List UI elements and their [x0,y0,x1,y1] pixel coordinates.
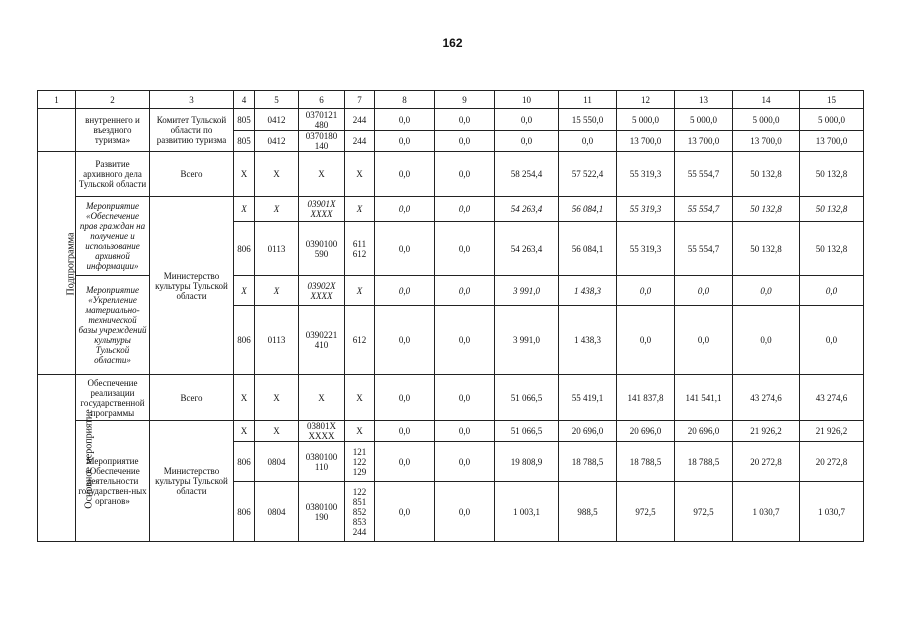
value-cell: 0,0 [375,442,435,482]
code-cell: 806 [234,222,255,276]
responsible-org: Министерство культуры Тульской области [150,421,234,542]
value-cell: 19 808,9 [495,442,559,482]
value-cell: 972,5 [675,482,733,542]
code-cell: X [234,276,255,306]
value-cell: 20 272,8 [733,442,800,482]
code-cell: 805 [234,109,255,131]
value-cell: 43 274,6 [800,375,864,421]
code-cell: X [234,152,255,197]
value-cell: 20 272,8 [800,442,864,482]
value-cell: 56 084,1 [559,222,617,276]
value-cell: 0,0 [375,306,435,375]
code-cell: X [255,276,299,306]
value-cell: 0,0 [435,109,495,131]
value-cell: 0,0 [435,442,495,482]
header-cell: 6 [299,91,345,109]
value-cell: 55 319,3 [617,152,675,197]
responsible-org: Министерство культуры Тульской области [150,197,234,375]
value-cell: 50 132,8 [733,197,800,222]
value-cell: 56 084,1 [559,197,617,222]
value-cell: 0,0 [375,109,435,131]
measure-name: Мероприятие «Обеспечение прав граждан на получение и использование архивной информации» [76,197,150,276]
responsible-org: Всего [150,152,234,197]
value-cell: 50 132,8 [733,222,800,276]
value-cell: 0,0 [675,276,733,306]
value-cell: 58 254,4 [495,152,559,197]
responsible-org: Всего [150,375,234,421]
value-cell: 21 926,2 [800,421,864,442]
header-cell: 10 [495,91,559,109]
code-cell: 121 122 129 [345,442,375,482]
value-cell: 972,5 [617,482,675,542]
code-cell: X [234,375,255,421]
measure-name: Мероприятие «Обеспечение деятельности государствен-ных органов» [76,421,150,542]
header-row [38,91,864,109]
code-cell: X [255,421,299,442]
code-cell: X [234,197,255,222]
code-cell: 244 [345,109,375,131]
budget-table [37,90,864,542]
value-cell: 141 837,8 [617,375,675,421]
code-cell: 0390100 590 [299,222,345,276]
header-cell: 15 [800,91,864,109]
code-cell: X [255,375,299,421]
code-cell: 0412 [255,109,299,131]
code-cell: 0804 [255,482,299,542]
header-cell: 8 [375,91,435,109]
value-cell: 0,0 [435,375,495,421]
value-cell: 13 700,0 [733,131,800,152]
value-cell: 18 788,5 [559,442,617,482]
value-cell: 13 700,0 [617,131,675,152]
value-cell: 15 550,0 [559,109,617,131]
value-cell: 0,0 [375,375,435,421]
value-cell: 55 319,3 [617,222,675,276]
value-cell: 13 700,0 [675,131,733,152]
value-cell: 3 991,0 [495,276,559,306]
code-cell: X [345,375,375,421]
table-row [38,375,864,421]
header-cell: 3 [150,91,234,109]
value-cell: 0,0 [375,197,435,222]
value-cell: 5 000,0 [800,109,864,131]
value-cell: 0,0 [375,222,435,276]
value-cell: 55 554,7 [675,152,733,197]
measure-name: внутреннего и въездного туризма» [76,109,150,152]
value-cell: 51 066,5 [495,375,559,421]
value-cell: 50 132,8 [733,152,800,197]
code-cell: 806 [234,442,255,482]
code-cell: 0412 [255,131,299,152]
code-cell: X [299,375,345,421]
value-cell: 0,0 [375,421,435,442]
value-cell: 0,0 [800,306,864,375]
code-cell: X [345,152,375,197]
code-cell: X [345,197,375,222]
value-cell: 0,0 [375,276,435,306]
header-cell: 4 [234,91,255,109]
value-cell: 0,0 [675,306,733,375]
table-row [38,197,864,222]
value-cell: 50 132,8 [800,197,864,222]
code-cell: 0113 [255,222,299,276]
code-cell: 0380100 110 [299,442,345,482]
value-cell: 18 788,5 [617,442,675,482]
code-cell: X [345,421,375,442]
value-cell: 0,0 [375,152,435,197]
code-cell: 805 [234,131,255,152]
code-cell: X [345,276,375,306]
header-cell: 11 [559,91,617,109]
value-cell: 0,0 [435,131,495,152]
value-cell: 0,0 [435,421,495,442]
code-cell: 0804 [255,442,299,482]
code-cell: X [255,152,299,197]
code-cell: 0390221 410 [299,306,345,375]
value-cell: 1 030,7 [800,482,864,542]
value-cell: 0,0 [495,109,559,131]
value-cell: 21 926,2 [733,421,800,442]
code-cell: 806 [234,306,255,375]
value-cell: 57 522,4 [559,152,617,197]
value-cell: 0,0 [435,197,495,222]
header-cell: 1 [38,91,76,109]
header-cell: 5 [255,91,299,109]
value-cell: 50 132,8 [800,222,864,276]
value-cell: 50 132,8 [800,152,864,197]
code-cell: 03801X XXXX [299,421,345,442]
value-cell: 0,0 [559,131,617,152]
header-cell: 9 [435,91,495,109]
value-cell: 5 000,0 [675,109,733,131]
value-cell: 55 419,1 [559,375,617,421]
value-cell: 20 696,0 [559,421,617,442]
value-cell: 1 438,3 [559,276,617,306]
value-cell: 0,0 [435,482,495,542]
value-cell: 55 319,3 [617,197,675,222]
value-cell: 20 696,0 [675,421,733,442]
measure-name: Развитие архивного дела Тульской области [76,152,150,197]
header-cell: 2 [76,91,150,109]
value-cell: 0,0 [800,276,864,306]
value-cell: 55 554,7 [675,197,733,222]
section-cell-empty [38,109,76,152]
value-cell: 13 700,0 [800,131,864,152]
value-cell: 5 000,0 [617,109,675,131]
value-cell: 5 000,0 [733,109,800,131]
code-cell: X [234,421,255,442]
code-cell: 03902X XXXX [299,276,345,306]
section-label-subprogram: Подпрограмма [38,152,76,375]
code-cell: 244 [345,131,375,152]
responsible-org: Комитет Тульской области по развитию туризма [150,109,234,152]
code-cell: 0370121 480 [299,109,345,131]
value-cell: 0,0 [435,222,495,276]
value-cell: 54 263,4 [495,222,559,276]
value-cell: 0,0 [375,482,435,542]
header-cell: 12 [617,91,675,109]
value-cell: 141 541,1 [675,375,733,421]
code-cell: 122 851 852 853 244 [345,482,375,542]
value-cell: 18 788,5 [675,442,733,482]
value-cell: 0,0 [435,276,495,306]
table-row [38,421,864,442]
header-cell: 14 [733,91,800,109]
value-cell: 1 030,7 [733,482,800,542]
value-cell: 0,0 [733,276,800,306]
measure-name: Мероприятие «Укрепление материально-технической базы учреждений культуры Тульской области» [76,276,150,375]
code-cell: 612 [345,306,375,375]
value-cell: 0,0 [617,276,675,306]
page-number: 162 [442,36,463,50]
value-cell: 54 263,4 [495,197,559,222]
value-cell: 51 066,5 [495,421,559,442]
value-cell: 55 554,7 [675,222,733,276]
section-label-main-event: Основное мероприятие [38,375,76,542]
table-row [38,109,864,131]
code-cell: X [299,152,345,197]
value-cell: 1 003,1 [495,482,559,542]
table-row [38,152,864,197]
code-cell: 611 612 [345,222,375,276]
measure-name: Обеспечение реализации государственной программы [76,375,150,421]
code-cell: 0380100 190 [299,482,345,542]
value-cell: 0,0 [435,152,495,197]
value-cell: 0,0 [617,306,675,375]
value-cell: 1 438,3 [559,306,617,375]
value-cell: 3 991,0 [495,306,559,375]
value-cell: 20 696,0 [617,421,675,442]
code-cell: 806 [234,482,255,542]
header-cell: 7 [345,91,375,109]
value-cell: 0,0 [733,306,800,375]
code-cell: X [255,197,299,222]
value-cell: 0,0 [375,131,435,152]
header-cell: 13 [675,91,733,109]
value-cell: 0,0 [435,306,495,375]
value-cell: 988,5 [559,482,617,542]
code-cell: 0370180 140 [299,131,345,152]
code-cell: 0113 [255,306,299,375]
value-cell: 0,0 [495,131,559,152]
code-cell: 03901X XXXX [299,197,345,222]
value-cell: 43 274,6 [733,375,800,421]
